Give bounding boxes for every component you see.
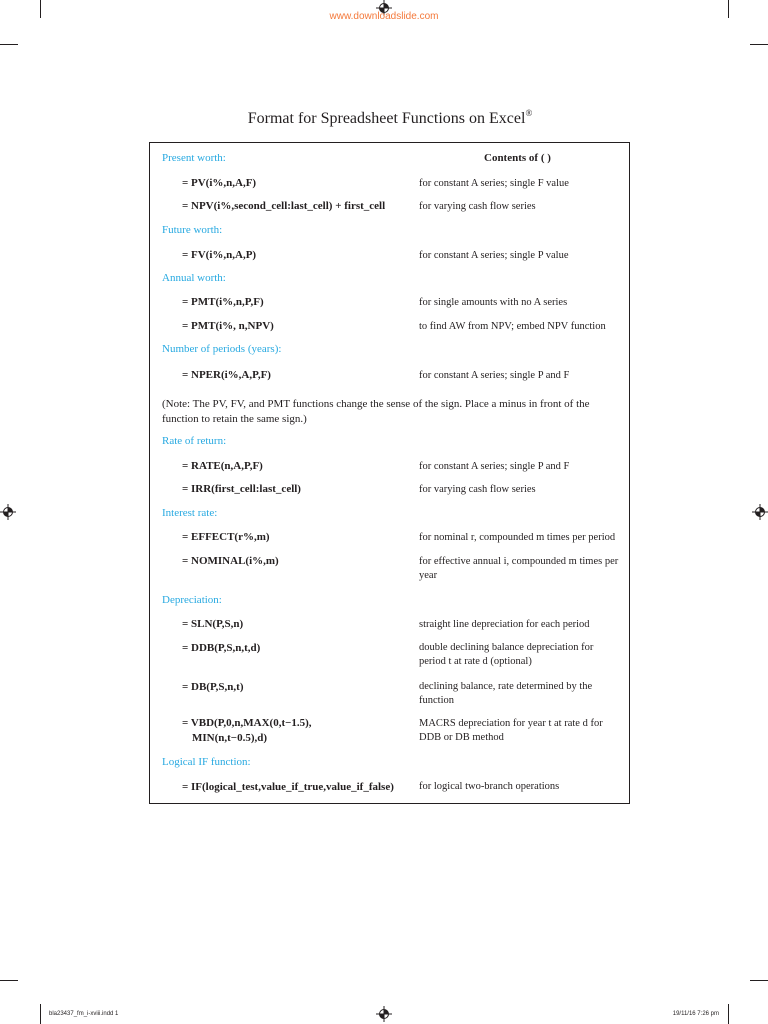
desc-if: for logical two-branch operations: [419, 781, 560, 792]
desc-irr: for varying cash flow series: [419, 484, 536, 495]
formula-sln: = SLN(P,S,n): [182, 618, 244, 630]
desc-pmt-1: for single amounts with no A series: [419, 297, 568, 308]
section-depreciation: Depreciation:: [162, 594, 222, 606]
desc-pv: for constant A series; single F value: [419, 178, 569, 189]
formula-vdb: = VBD(P,0,n,MAX(0,t−1.5),: [182, 717, 312, 729]
desc-db: declining balance, rate determined by the function: [419, 681, 593, 706]
desc-sln: straight line depreciation for each period: [419, 619, 590, 630]
section-number-of-periods: Number of periods (years):: [162, 343, 282, 355]
crop-mark: [750, 44, 768, 45]
desc-vdb: MACRS depreciation for year t at rate d for DDB or DB method: [419, 718, 603, 743]
page-title: [0, 108, 768, 128]
formula-nper: = NPER(i%,A,P,F): [182, 369, 271, 381]
crop-mark: [0, 44, 18, 45]
source-url[interactable]: www.downloadslide.com: [329, 11, 439, 22]
formula-nominal: = NOMINAL(i%,m): [182, 555, 279, 567]
section-interest-rate: Interest rate:: [162, 507, 218, 519]
formula-if: = IF(logical_test,value_if_true,value_if_false): [182, 781, 394, 793]
contents-header: Contents of ( ): [484, 152, 551, 164]
desc-nper: for constant A series; single P and F: [419, 370, 570, 381]
registered-mark: ®: [525, 108, 533, 118]
formula-irr: = IRR(first_cell:last_cell): [182, 483, 301, 495]
sign-note: (Note: The PV, FV, and PMT functions change the sense of the sign. Place a minus in front of the function to retain the same sign.): [162, 398, 590, 425]
formula-pmt-1: = PMT(i%,n,P,F): [182, 296, 264, 308]
crop-mark: [40, 1004, 41, 1024]
desc-pmt-2: to find AW from NPV; embed NPV function: [419, 321, 606, 332]
crop-mark: [750, 980, 768, 981]
section-rate-of-return: Rate of return:: [162, 435, 227, 447]
page-title-text: Format for Spreadsheet Functions on Excel: [247, 110, 526, 127]
registration-mark-icon: [376, 1006, 392, 1022]
footer-filename: bla23437_fm_i-xviii.indd 1: [49, 1011, 119, 1017]
formula-fv: = FV(i%,n,A,P): [182, 249, 257, 261]
formula-npv: = NPV(i%,second_cell:last_cell) + first_cell: [182, 200, 386, 212]
registration-mark-icon: [752, 504, 768, 520]
section-future-worth: Future worth:: [162, 224, 223, 236]
section-annual-worth: Annual worth:: [162, 272, 226, 284]
registration-mark-icon: [0, 504, 16, 520]
desc-ddb: double declining balance depreciation for period t at rate d (optional): [419, 642, 594, 667]
desc-effect: for nominal r, compounded m times per period: [419, 532, 616, 543]
section-logical-if: Logical IF function:: [162, 756, 251, 768]
formula-pmt-2: = PMT(i%, n,NPV): [182, 320, 274, 332]
section-present-worth: Present worth:: [162, 152, 226, 164]
formula-pv: = PV(i%,n,A,F): [182, 177, 257, 189]
formula-rate: = RATE(n,A,P,F): [182, 460, 263, 472]
desc-npv: for varying cash flow series: [419, 201, 536, 212]
crop-mark: [0, 980, 18, 981]
desc-fv: for constant A series; single P value: [419, 250, 569, 261]
crop-mark: [728, 1004, 729, 1024]
desc-rate: for constant A series; single P and F: [419, 461, 570, 472]
formula-db: = DB(P,S,n,t): [182, 681, 244, 693]
formula-ddb: = DDB(P,S,n,t,d): [182, 642, 261, 654]
formula-effect: = EFFECT(r%,m): [182, 531, 270, 543]
desc-nominal: for effective annual i, compounded m times per year: [419, 556, 619, 581]
formula-vdb-continued: MIN(n,t−0.5),d): [192, 732, 268, 744]
footer-timestamp: 19/11/16 7:26 pm: [672, 1011, 719, 1017]
